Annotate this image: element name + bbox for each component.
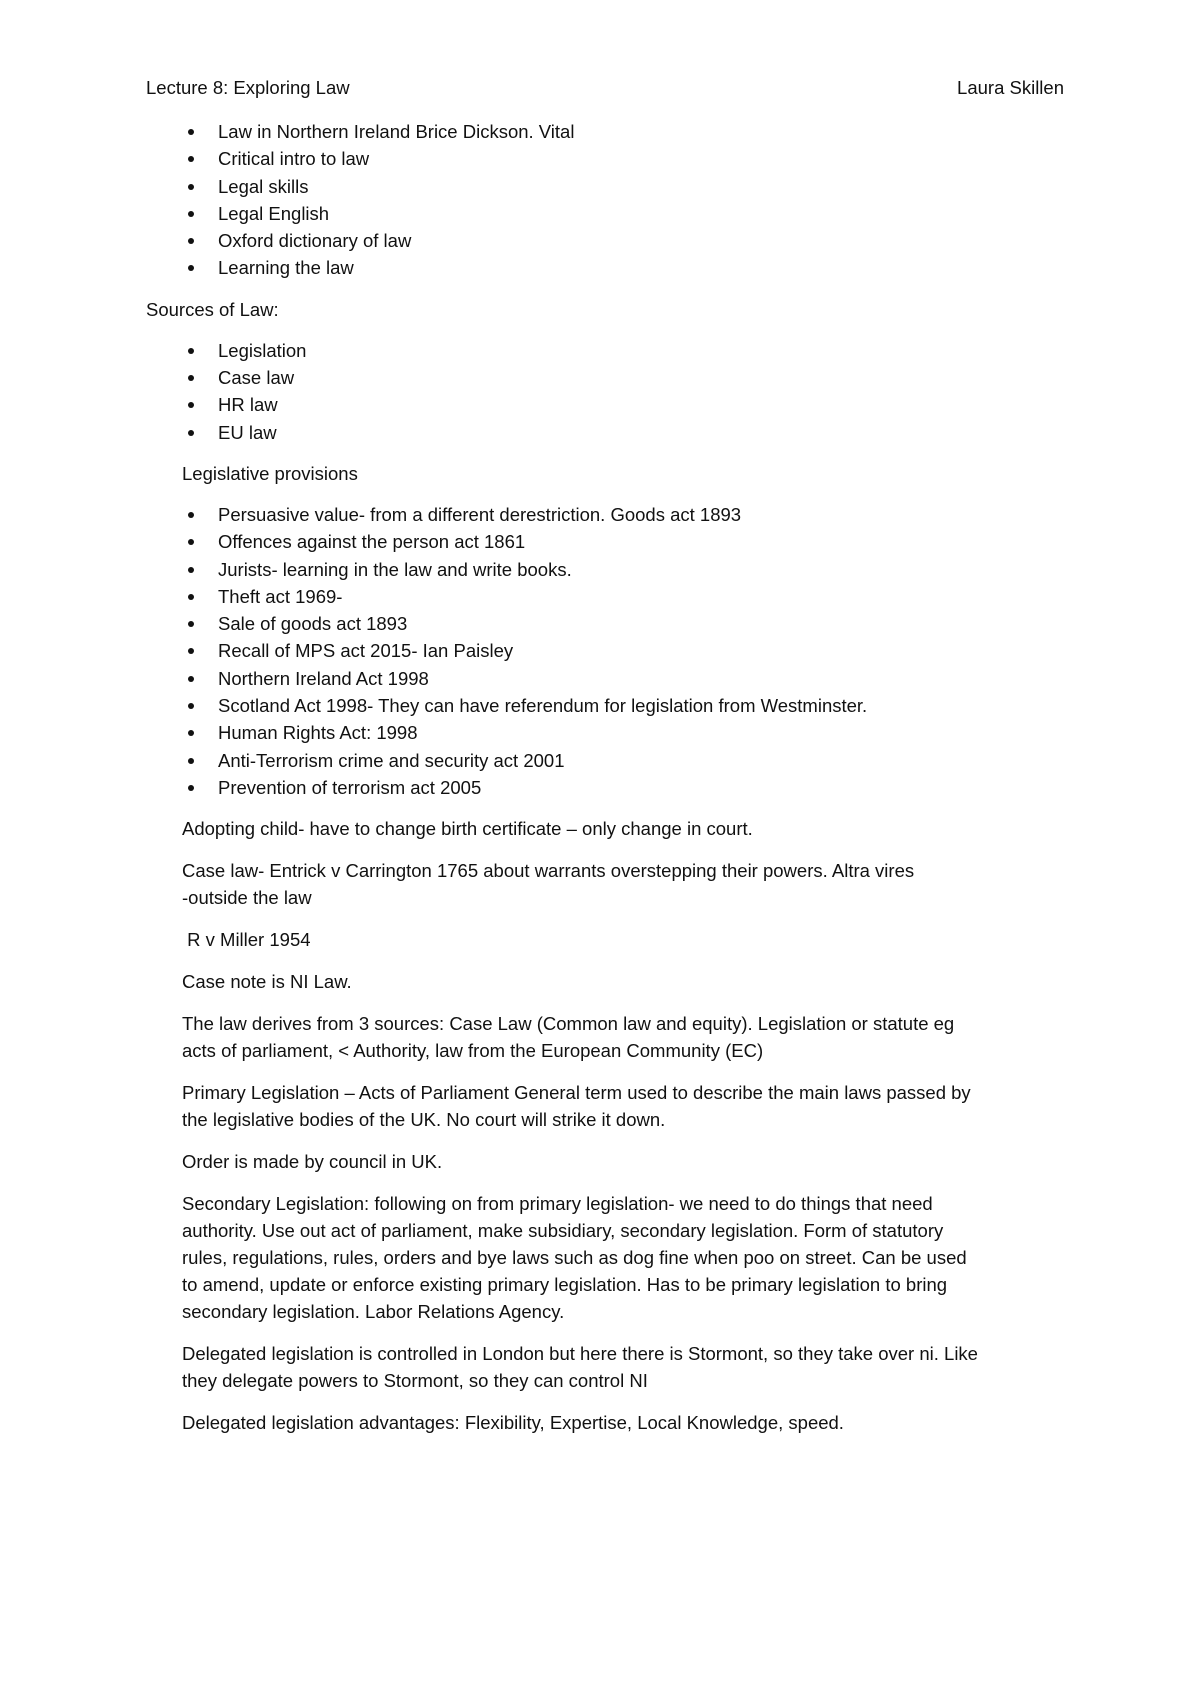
paragraph-line: -outside the law — [182, 887, 312, 909]
paragraph-line: Case law- Entrick v Carrington 1765 about warrants overstepping their powers. Altra vires — [182, 860, 915, 882]
list-item: Law in Northern Ireland Brice Dickson. Vital — [146, 118, 1064, 145]
list-item: Prevention of terrorism act 2005 — [182, 774, 1064, 801]
paragraph-secondary-legislation — [182, 1190, 1064, 1325]
list-item: Human Rights Act: 1998 — [182, 719, 1064, 746]
list-item: Critical intro to law — [146, 145, 1064, 172]
list-item: Case law — [146, 364, 1064, 391]
list-item: Recall of MPS act 2015- Ian Paisley — [182, 637, 1064, 664]
list-item: Northern Ireland Act 1998 — [182, 665, 1064, 692]
paragraph-line: Secondary Legislation: following on from primary legislation- we need to do things that need — [182, 1193, 933, 1215]
list-item: Offences against the person act 1861 — [182, 528, 1064, 555]
paragraph-line: authority. Use out act of parliament, make subsidiary, secondary legislation. Form of statutory — [182, 1220, 944, 1242]
list-item: Legislation — [146, 337, 1064, 364]
paragraph-case-note: Case note is NI Law. — [182, 971, 352, 993]
paragraph-miller: R v Miller 1954 — [182, 929, 311, 951]
paragraph-adopting: Adopting child- have to change birth certificate – only change in court. — [182, 818, 753, 840]
provisions-list — [182, 501, 1064, 801]
paragraph-line: Primary Legislation – Acts of Parliament General term used to describe the main laws passed by — [182, 1082, 971, 1104]
paragraph-sources — [182, 1010, 1064, 1064]
document-page — [146, 74, 1064, 1436]
paragraph-line: The law derives from 3 sources: Case Law (Common law and equity). Legislation or statute eg — [182, 1013, 955, 1035]
page-header — [146, 74, 1064, 101]
list-item: Legal skills — [146, 173, 1064, 200]
author-name: Laura Skillen — [957, 77, 1064, 98]
list-item: Scotland Act 1998- They can have referendum for legislation from Westminster. — [182, 692, 1064, 719]
paragraph-delegated-legislation — [182, 1340, 1064, 1394]
paragraph-line: they delegate powers to Stormont, so they can control NI — [182, 1370, 648, 1392]
lecture-title: Lecture 8: Exploring Law — [146, 77, 350, 98]
paragraph-case-law — [182, 857, 1064, 911]
list-item: HR law — [146, 391, 1064, 418]
paragraph-line: secondary legislation. Labor Relations Agency. — [182, 1301, 565, 1323]
paragraph-line: to amend, update or enforce existing primary legislation. Has to be primary legislation to bring — [182, 1274, 948, 1296]
paragraph-advantages: Delegated legislation advantages: Flexibility, Expertise, Local Knowledge, speed. — [182, 1412, 844, 1434]
paragraph-line: the legislative bodies of the UK. No court will strike it down. — [182, 1109, 666, 1131]
list-item: Legal English — [146, 200, 1064, 227]
sources-list — [146, 337, 1064, 446]
list-item: Learning the law — [146, 254, 1064, 281]
paragraph-line: acts of parliament, < Authority, law from the European Community (EC) — [182, 1040, 764, 1062]
list-item: Persuasive value- from a different derestriction. Goods act 1893 — [182, 501, 1064, 528]
paragraph-primary-legislation — [182, 1079, 1064, 1133]
paragraph-order: Order is made by council in UK. — [182, 1151, 443, 1173]
provisions-heading: Legislative provisions — [182, 462, 358, 484]
list-item: Sale of goods act 1893 — [182, 610, 1064, 637]
paragraph-line: Delegated legislation is controlled in London but here there is Stormont, so they take over ni. Like — [182, 1343, 978, 1365]
list-item: EU law — [146, 419, 1064, 446]
indented-section — [146, 460, 1064, 1436]
sources-heading: Sources of Law: — [146, 298, 279, 320]
list-item: Jurists- learning in the law and write books. — [182, 556, 1064, 583]
paragraph-line: rules, regulations, rules, orders and bye laws such as dog fine when poo on street. Can be used — [182, 1247, 967, 1269]
list-item: Anti-Terrorism crime and security act 2001 — [182, 747, 1064, 774]
reading-list — [146, 118, 1064, 282]
list-item: Oxford dictionary of law — [146, 227, 1064, 254]
list-item: Theft act 1969- — [182, 583, 1064, 610]
